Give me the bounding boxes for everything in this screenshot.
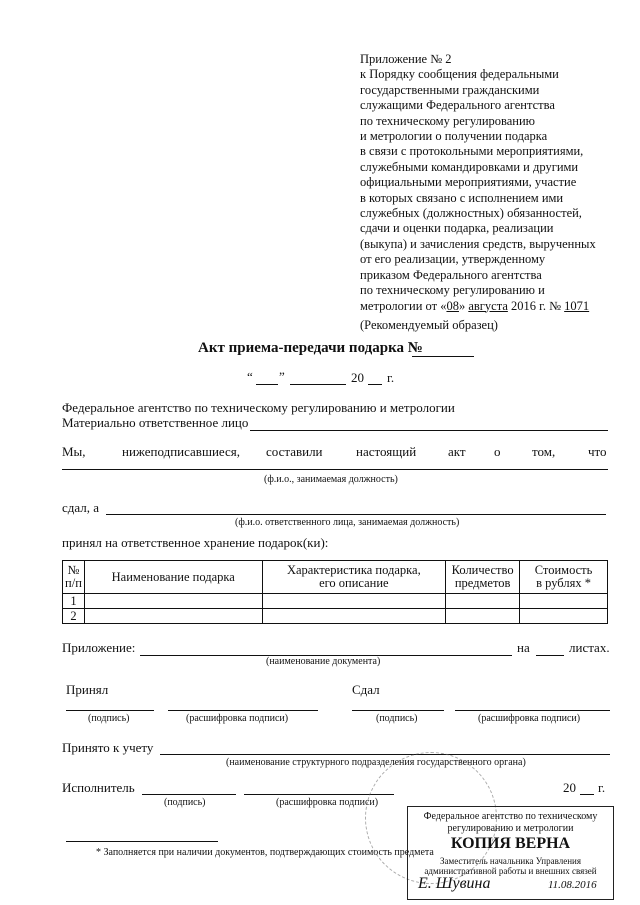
fio-position-field[interactable] <box>62 469 608 470</box>
act-number-field[interactable] <box>412 356 474 357</box>
responsible-fio-field[interactable] <box>106 514 606 515</box>
we-word: о <box>494 444 501 459</box>
appendix-line: (выкупа) и зачисления средств, вырученных <box>360 236 596 251</box>
gift-description-cell[interactable] <box>262 594 446 609</box>
responsible-field[interactable] <box>250 430 608 431</box>
col-header-number: № п/п <box>63 561 85 594</box>
col-header-name: Наименование подарка <box>84 561 262 594</box>
date-open-quote: “ <box>247 369 253 384</box>
certified-copy-stamp <box>407 806 614 900</box>
col-header-description: Характеристика подарка, его описание <box>262 561 446 594</box>
caption-signature: (подпись) <box>164 797 206 808</box>
gift-cost-cell[interactable] <box>520 594 608 609</box>
footnote: * Заполняется при наличии документов, подтверждающих стоимость предмета <box>96 847 434 858</box>
stamp-date: 11.08.2016 <box>548 879 597 891</box>
caption-fio-position: (ф.и.о., занимаемая должность) <box>264 474 398 485</box>
we-word: том, <box>532 444 556 459</box>
appendix-line: в которых связано с исполнением ими <box>360 190 564 205</box>
caption-signature: (подпись) <box>376 713 418 724</box>
row-number: 1 <box>63 594 85 609</box>
stamp-line: регулированию и метрологии <box>447 823 574 834</box>
act-title: Акт приема-передачи подарка № <box>198 340 423 356</box>
table-row <box>63 609 608 624</box>
col-header-quantity: Количество предметов <box>446 561 520 594</box>
date-close-quote: ” <box>279 369 285 384</box>
gift-cost-cell[interactable] <box>520 609 608 624</box>
appendix-line: по техническому регулированию и <box>360 283 545 298</box>
responsible-label: Материально ответственное лицо <box>62 415 249 430</box>
we-word: Мы, <box>62 444 86 459</box>
we-word: настоящий <box>356 444 417 459</box>
appendix-line: по техническому регулированию <box>360 113 536 128</box>
date-month-field[interactable] <box>290 384 346 385</box>
appendix-line: служебных (должностных) обязанностей, <box>360 206 582 221</box>
caption-signature: (подпись) <box>88 713 130 724</box>
gifts-table <box>62 560 608 624</box>
we-word: акт <box>448 444 466 459</box>
attachment-label: Приложение: <box>62 640 136 655</box>
stamp-line: административной работы и внешних связей <box>424 866 597 876</box>
appendix-line: государственными гражданскими <box>360 82 540 97</box>
stamp-line: Федеральное агентство по техническому <box>423 811 598 822</box>
handed-decoding-field[interactable] <box>455 710 610 711</box>
accepted-label: Принял <box>66 682 109 697</box>
we-word: составили <box>266 444 323 459</box>
date-day-field[interactable] <box>256 384 278 385</box>
handed-over-label: Сдал <box>352 682 380 697</box>
gift-quantity-cell[interactable] <box>446 594 520 609</box>
appendix-line: в связи с протокольными мероприятиями, <box>360 144 584 159</box>
appendix-block <box>360 52 596 333</box>
agency-name: Федеральное агентство по техническому регулированию и метрологии <box>62 400 455 415</box>
stamp-title: КОПИЯ ВЕРНА <box>450 835 571 852</box>
appendix-line: сдачи и оценки подарка, реализации <box>360 221 554 236</box>
stamp-line: Заместитель начальника Управления <box>440 856 581 866</box>
attachment-on: на <box>517 640 530 655</box>
appendix-line: к Порядку сообщения федеральными <box>360 67 559 82</box>
appendix-line: от его реализации, утвержденному <box>360 252 546 267</box>
date-year-suffix: г. <box>387 370 395 385</box>
appendix-line: приказом Федерального агентства <box>360 267 542 282</box>
date-year-prefix: 20 <box>351 370 364 385</box>
caption-document: (наименование документа) <box>266 656 381 667</box>
attachment-sheets-field[interactable] <box>536 655 564 656</box>
row-number: 2 <box>63 609 85 624</box>
we-word: что <box>588 444 607 459</box>
appendix-line: служащими Федерального агентства <box>360 98 555 113</box>
executor-year-prefix: 20 <box>563 780 576 795</box>
accepted-signature-field[interactable] <box>66 710 154 711</box>
date-year-field[interactable] <box>368 384 382 385</box>
col-header-cost: Стоимость в рублях * <box>520 561 608 594</box>
gift-description-cell[interactable] <box>262 609 446 624</box>
org-unit-field[interactable] <box>160 754 610 755</box>
taken-account-label: Принято к учету <box>62 740 154 755</box>
caption-decoding: (расшифровка подписи) <box>478 713 581 724</box>
caption-decoding: (расшифровка подписи) <box>276 797 379 808</box>
attachment-sheets: листах. <box>569 640 610 655</box>
appendix-line: служебными командировками и другими <box>360 159 579 174</box>
caption-org: (наименование структурного подразделения государственного органа) <box>226 757 526 768</box>
handed-label: сдал, а <box>62 500 100 515</box>
appendix-line: Приложение № 2 <box>360 52 452 66</box>
handed-signature-field[interactable] <box>352 710 444 711</box>
recommended-sample: (Рекомендуемый образец) <box>360 317 498 332</box>
executor-signature-field[interactable] <box>142 794 236 795</box>
accepted-decoding-field[interactable] <box>168 710 318 711</box>
appendix-line: официальными мероприятиями, участие <box>360 175 577 190</box>
gift-name-cell[interactable] <box>84 609 262 624</box>
appendix-line: и метрологии о получении подарка <box>360 129 548 144</box>
executor-label: Исполнитель <box>62 780 135 795</box>
caption-decoding: (расшифровка подписи) <box>186 713 289 724</box>
table-row <box>63 594 608 609</box>
executor-year-field[interactable] <box>580 794 594 795</box>
we-word: нижеподписавшиеся, <box>122 444 241 459</box>
accepted-storage-label: принял на ответственное хранение подарок(ки): <box>62 535 329 550</box>
gift-name-cell[interactable] <box>84 594 262 609</box>
handwritten-signature: Е. Шувина <box>418 875 491 892</box>
executor-year-suffix: г. <box>598 780 606 795</box>
appendix-order-date: метрологии от «08» августа 2016 г. № 1071 <box>360 298 590 313</box>
caption-fio-responsible: (ф.и.о. ответственного лица, занимаемая должность) <box>235 517 460 528</box>
table-header-row <box>63 561 608 594</box>
footnote-divider <box>66 841 218 842</box>
gift-quantity-cell[interactable] <box>446 609 520 624</box>
